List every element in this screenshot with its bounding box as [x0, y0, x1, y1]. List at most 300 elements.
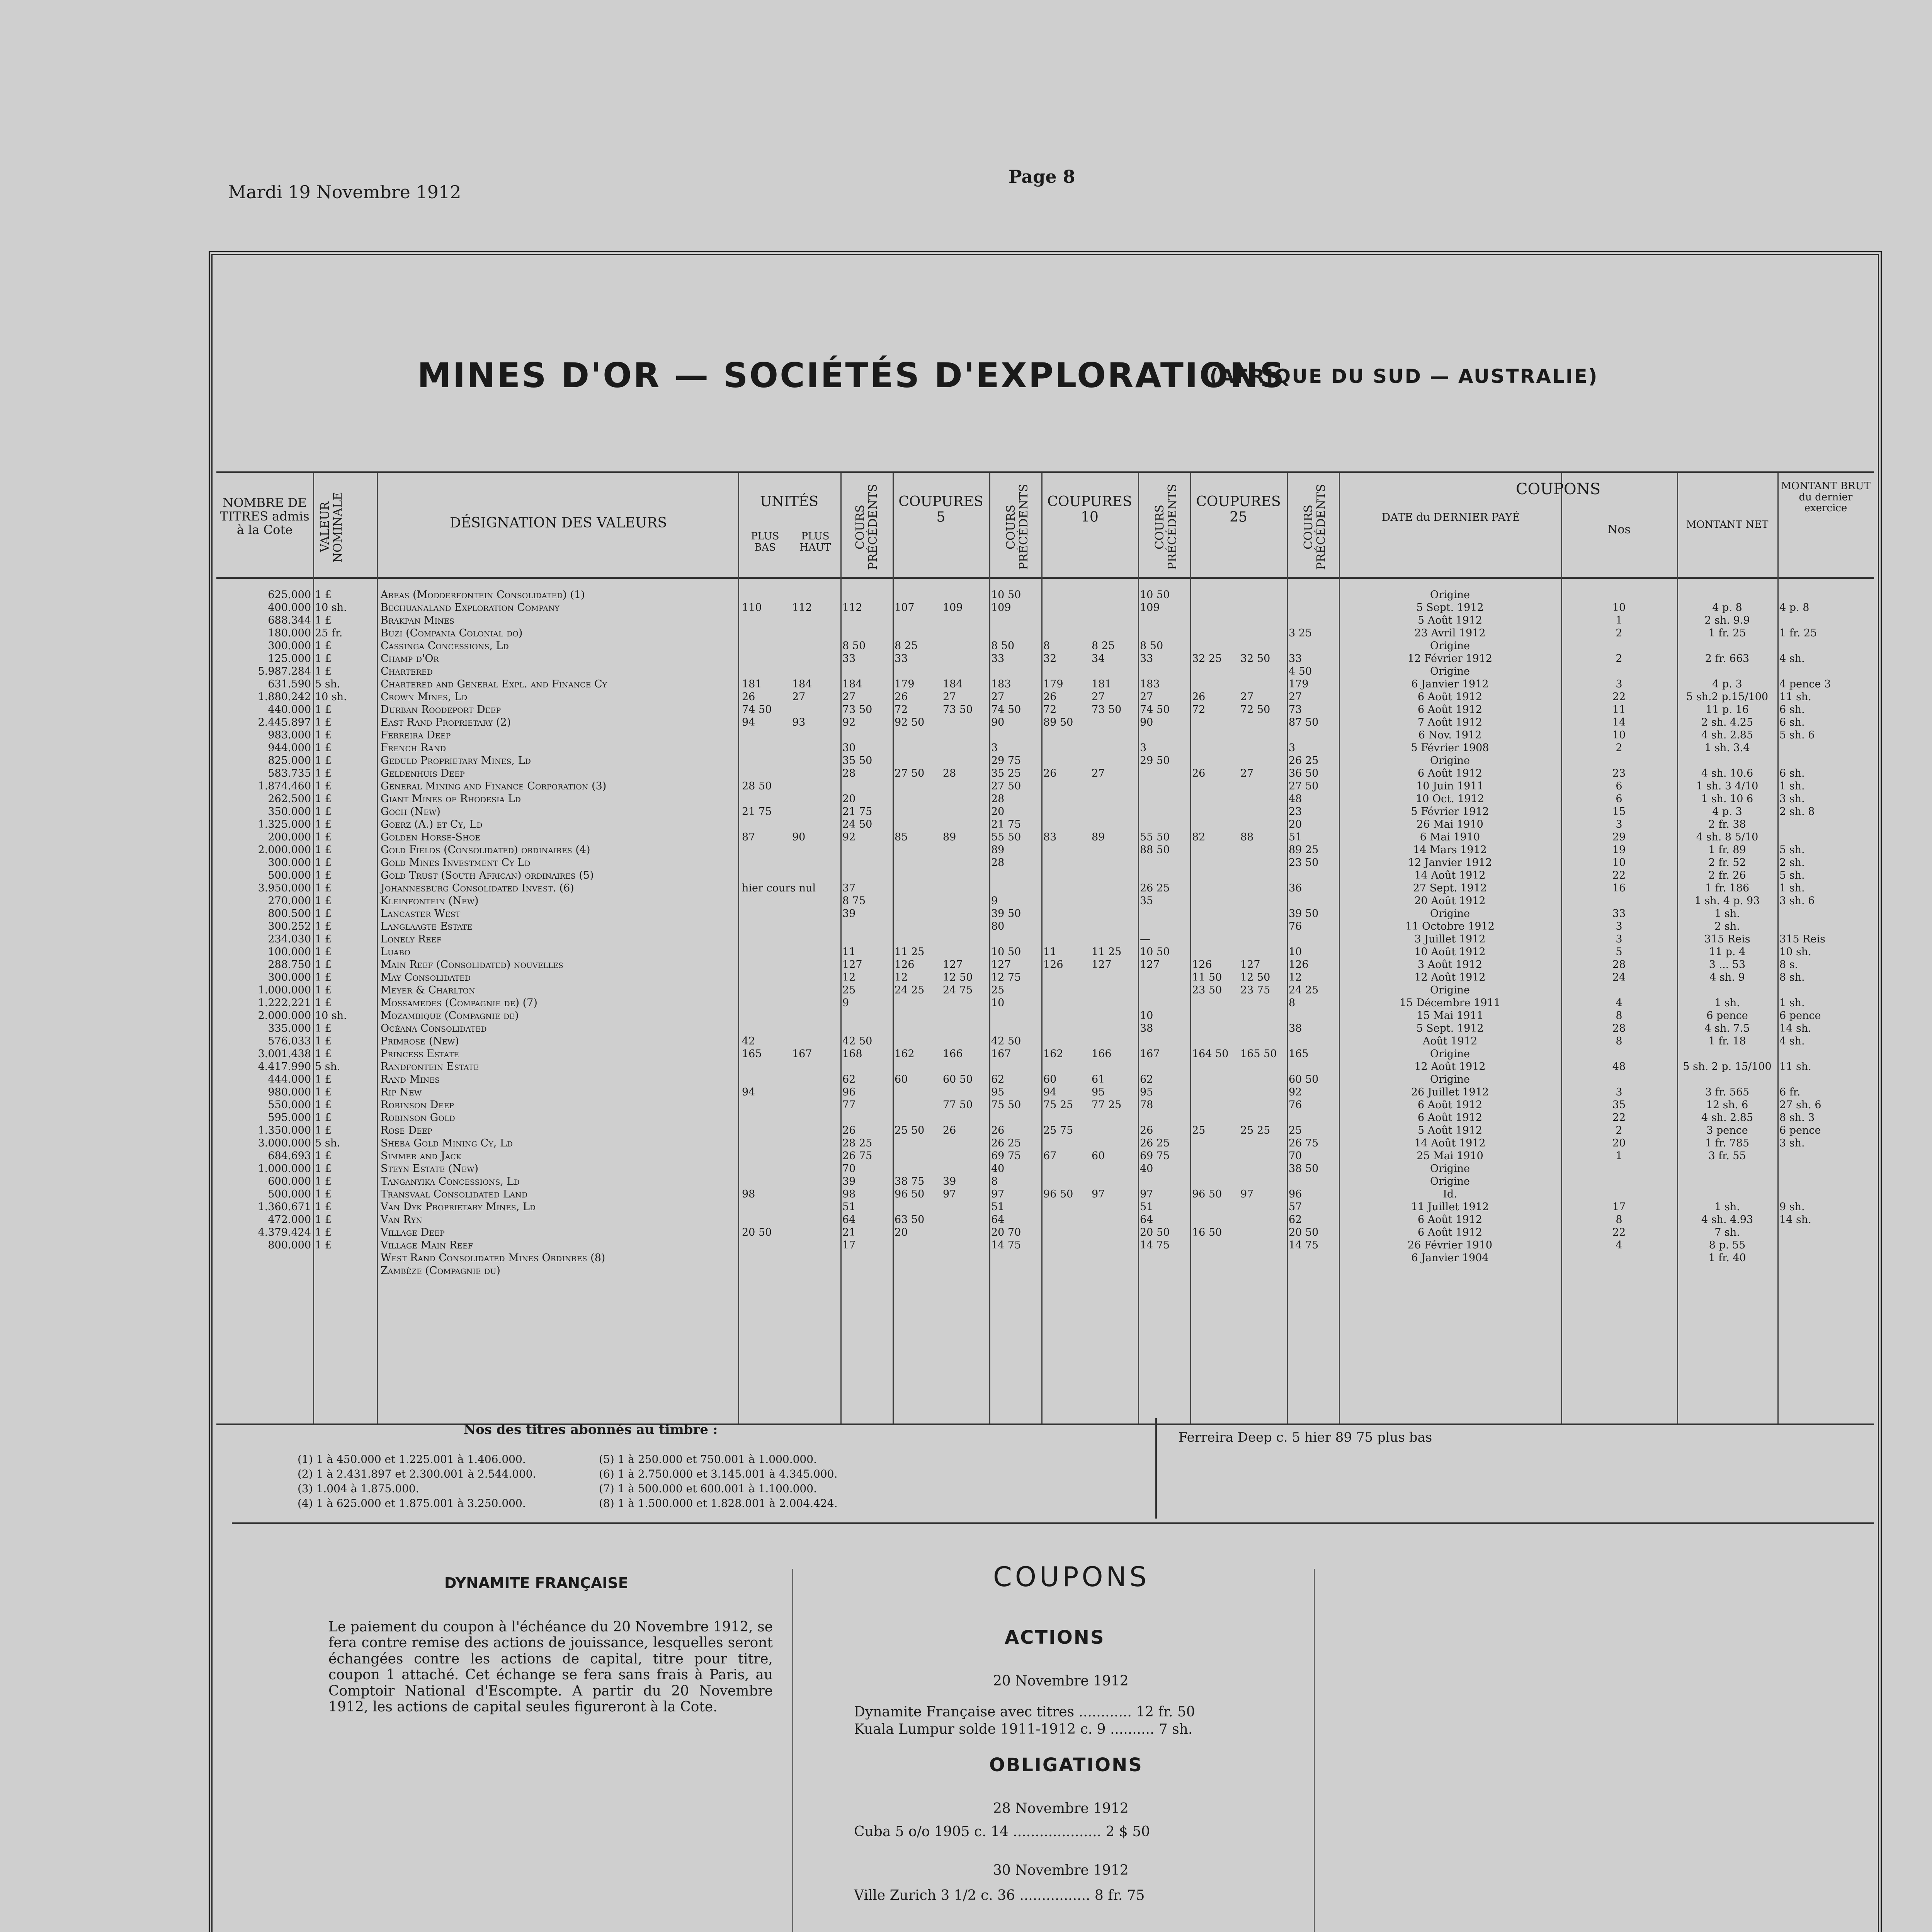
- head-cours-prec-4: COURS PRÉCÉDENTS: [1302, 484, 1328, 570]
- cell-c10-haut: 77 25: [1092, 1099, 1122, 1111]
- cell-cours-prec: 55 50: [1140, 831, 1170, 843]
- cell-coupon-no: 3: [1616, 1086, 1622, 1098]
- cell-valeur: 1 £: [315, 857, 332, 869]
- cell-valeur: 1 £: [315, 1226, 332, 1238]
- cell-cours-prec: 20: [1289, 818, 1302, 830]
- cell-designation: Johannesburg Consolidated Invest. (6): [381, 882, 574, 894]
- cell-nombre: 983.000: [268, 729, 311, 741]
- cell-cours-prec: 109: [1140, 602, 1160, 614]
- cell-cours-prec: 26 25: [1289, 755, 1319, 767]
- cell-montant-net: 1 sh. 10 6: [1701, 793, 1753, 805]
- cell-coupon-date: 6 Mai 1910: [1420, 831, 1480, 843]
- cell-montant-net: 4 sh. 2.85: [1701, 1112, 1753, 1124]
- cell-cours-prec: 179: [1289, 678, 1309, 690]
- cell-designation: Crown Mines, Ld: [381, 691, 468, 703]
- cell-cours-prec: 27 50: [1289, 780, 1319, 792]
- cell-designation: Giant Mines of Rhodesia Ld: [381, 793, 521, 805]
- cell-cours-prec: 40: [1140, 1163, 1153, 1175]
- cell-coupon-date: 5 Février 1908: [1411, 742, 1489, 754]
- cell-coupon-date: Origine: [1430, 1175, 1470, 1187]
- cell-cours-prec: 8: [1289, 997, 1296, 1009]
- cell-coupon-date: 11 Juillet 1912: [1411, 1201, 1489, 1213]
- cell-cours-prec: 127: [991, 959, 1011, 971]
- cell-cours-prec: 9: [991, 895, 998, 907]
- cell-cours-prec: 33: [991, 653, 1005, 665]
- cell-cours-prec: 14 75: [991, 1239, 1021, 1251]
- cell-montant-net: 3 ... 53: [1709, 959, 1746, 971]
- cell-nombre: 800.000: [268, 1239, 311, 1251]
- cell-coupon-date: 6 Août 1912: [1417, 1099, 1483, 1111]
- cell-valeur: 1 £: [315, 806, 332, 818]
- cell-coupon-date: Origine: [1430, 1163, 1470, 1175]
- cell-coupon-no: 6: [1616, 793, 1622, 805]
- cell-valeur: 1 £: [315, 882, 332, 894]
- cell-valeur: 5 sh.: [315, 1137, 340, 1149]
- cell-valeur: 1 £: [315, 729, 332, 741]
- cell-cours-prec: 73: [1289, 704, 1302, 716]
- table-row: [216, 589, 1874, 602]
- cell-cours-prec: 78: [1140, 1099, 1153, 1111]
- cell-valeur: 1 £: [315, 614, 332, 626]
- cell-c5-bas: 72: [895, 704, 908, 716]
- cell-c10-bas: 11: [1043, 946, 1057, 958]
- cell-cours-prec: 26 25: [991, 1137, 1021, 1149]
- cell-designation: Luabo: [381, 946, 410, 958]
- cell-cours-prec: 33: [1289, 653, 1302, 665]
- cell-designation: Lancaster West: [381, 908, 461, 920]
- table-row: [216, 1265, 1874, 1277]
- cell-cours-prec: 127: [1140, 959, 1160, 971]
- cell-montant-brut: 10 sh.: [1779, 946, 1811, 958]
- cell-cours-prec: 60 50: [1289, 1073, 1319, 1085]
- cell-designation: May Consolidated: [381, 971, 471, 983]
- cell-montant-net: 3 fr. 55: [1708, 1150, 1746, 1162]
- cell-valeur: 10 sh.: [315, 602, 347, 614]
- cell-valeur: 5 sh.: [315, 1061, 340, 1073]
- cell-cours-prec: 27: [1140, 691, 1153, 703]
- cell-montant-net: 2 sh. 4.25: [1701, 716, 1753, 728]
- cell-designation: Rand Mines: [381, 1073, 440, 1085]
- cell-coupon-no: 3: [1616, 818, 1622, 830]
- cell-montant-brut: 6 sh.: [1779, 704, 1805, 716]
- cell-designation: Robinson Deep: [381, 1099, 454, 1111]
- cell-c5-bas: 179: [895, 678, 915, 690]
- cell-cours-prec: 62: [842, 1073, 856, 1085]
- cell-coupon-no: 16: [1612, 882, 1626, 894]
- cell-designation: Champ d'Or: [381, 653, 439, 665]
- cell-cours-prec: 26 25: [1140, 1137, 1170, 1149]
- cell-designation: Van Dyk Proprietary Mines, Ld: [381, 1201, 536, 1213]
- cell-montant-brut: 4 sh.: [1779, 653, 1805, 665]
- cell-coupon-date: 7 Août 1912: [1417, 716, 1483, 728]
- cell-cours-prec: 98: [842, 1188, 856, 1200]
- cell-c10-haut: 34: [1092, 653, 1105, 665]
- cell-designation: West Rand Consolidated Mines Ordinres (8): [381, 1252, 605, 1264]
- cell-cours-prec: 38: [1140, 1022, 1153, 1034]
- cell-coupon-no: 2: [1616, 1124, 1622, 1136]
- cell-coupon-no: 22: [1612, 691, 1626, 703]
- cell-montant-net: 315 Reis: [1704, 933, 1750, 945]
- cell-cours-prec: 80: [991, 920, 1005, 932]
- table-row: [216, 895, 1874, 908]
- cell-coupon-date: 14 Août 1912: [1414, 1137, 1486, 1149]
- cell-valeur: 1 £: [315, 1086, 332, 1098]
- cell-montant-net: 4 sh. 8 5/10: [1696, 831, 1759, 843]
- cell-coupon-no: 3: [1616, 933, 1622, 945]
- coupons-actions: ACTIONS: [1005, 1627, 1105, 1648]
- table-row: [216, 971, 1874, 984]
- cell-designation: Primrose (New): [381, 1035, 459, 1047]
- cell-coupon-no: 3: [1616, 678, 1622, 690]
- coupons-line: Cuba 5 o/o 1905 c. 14 .................... 2 $ 50: [854, 1824, 1150, 1840]
- timbre-line: (4) 1 à 625.000 et 1.875.001 à 3.250.000.: [298, 1497, 526, 1510]
- cell-montant-net: 1 sh.: [1714, 1201, 1740, 1213]
- table-row: [216, 818, 1874, 831]
- head-coupures-10: COUPURES 10: [1047, 494, 1132, 525]
- cell-cours-prec: 183: [1140, 678, 1160, 690]
- cell-unites-bas: 165: [742, 1048, 762, 1060]
- table-row: [216, 1239, 1874, 1252]
- cell-coupon-date: 6 Août 1912: [1417, 767, 1483, 779]
- table-row: [216, 1163, 1874, 1175]
- cell-c5-bas: 92 50: [895, 716, 925, 728]
- cell-cours-prec: 12: [1289, 971, 1302, 983]
- cell-cours-prec: 10: [991, 997, 1005, 1009]
- cell-nombre: 444.000: [268, 1073, 311, 1085]
- table-row: [216, 653, 1874, 665]
- cell-c5-bas: 63 50: [895, 1214, 925, 1226]
- cell-cours-prec: 29 75: [991, 755, 1021, 767]
- coupons-line: Ville Zurich 3 1/2 c. 36 ................ 8 fr. 75: [854, 1888, 1145, 1903]
- cell-cours-prec: 26: [1140, 1124, 1153, 1136]
- cell-cours-prec: 36 50: [1289, 767, 1319, 779]
- cell-nombre: 3.950.000: [258, 882, 311, 894]
- cell-coupon-date: 12 Février 1912: [1407, 653, 1493, 665]
- cell-unites-bas: 94: [742, 716, 755, 728]
- cell-valeur: 1 £: [315, 589, 332, 601]
- cell-valeur: 1 £: [315, 1112, 332, 1124]
- cell-montant-brut: 6 pence: [1779, 1124, 1821, 1136]
- cell-cours-prec: 29 50: [1140, 755, 1170, 767]
- cell-montant-brut: 14 sh.: [1779, 1022, 1811, 1034]
- cell-c25-haut: 25 25: [1240, 1124, 1270, 1136]
- cell-unites-bas: 20 50: [742, 1226, 772, 1238]
- cell-c10-bas: 89 50: [1043, 716, 1073, 728]
- cell-cours-prec: 95: [1140, 1086, 1153, 1098]
- cell-nombre: 200.000: [268, 831, 311, 843]
- cell-cours-prec: 30: [842, 742, 856, 754]
- cell-montant-brut: 5 sh.: [1779, 844, 1805, 856]
- cell-designation: Mossamedes (Compagnie de) (7): [381, 997, 537, 1009]
- cell-c10-haut: 95: [1092, 1086, 1105, 1098]
- cell-nombre: 500.000: [268, 869, 311, 881]
- cell-designation: Rose Deep: [381, 1124, 432, 1136]
- cell-cours-prec: 10 50: [1140, 946, 1170, 958]
- cell-cours-prec: —: [1140, 933, 1150, 945]
- cell-coupon-no: 28: [1612, 959, 1626, 971]
- cell-coupon-no: 33: [1612, 908, 1626, 920]
- cell-c5-haut: 89: [943, 831, 956, 843]
- cell-cours-prec: 97: [991, 1188, 1005, 1200]
- table-row: [216, 920, 1874, 933]
- cell-designation: Sheba Gold Mining Cy, Ld: [381, 1137, 513, 1149]
- cell-c5-bas: 38 75: [895, 1175, 925, 1187]
- cell-valeur: 1 £: [315, 844, 332, 856]
- cell-coupon-no: 2: [1616, 742, 1622, 754]
- cell-nombre: 980.000: [268, 1086, 311, 1098]
- cell-cours-prec: 51: [991, 1201, 1005, 1213]
- cell-coupon-no: 20: [1612, 1137, 1626, 1149]
- cell-valeur: 1 £: [315, 755, 332, 767]
- table-row: [216, 614, 1874, 627]
- cell-montant-net: 2 fr. 52: [1708, 857, 1746, 869]
- cell-nombre: 583.735: [268, 767, 311, 779]
- cell-nombre: 335.000: [268, 1022, 311, 1034]
- cell-c5-bas: 33: [895, 653, 908, 665]
- cell-c10-haut: 127: [1092, 959, 1112, 971]
- cell-cours-prec: 109: [991, 602, 1011, 614]
- timbre-line: (7) 1 à 500.000 et 600.001 à 1.100.000.: [599, 1482, 817, 1495]
- cell-montant-brut: 1 fr. 25: [1779, 627, 1817, 639]
- cell-cours-prec: 33: [842, 653, 856, 665]
- cell-cours-prec: 39 50: [1289, 908, 1319, 920]
- cell-designation: Main Reef (Consolidated) nouvelles: [381, 959, 563, 971]
- cell-montant-brut: 11 sh.: [1779, 1061, 1811, 1073]
- cell-c25-haut: 165 50: [1240, 1048, 1277, 1060]
- table-row: [216, 997, 1874, 1010]
- cell-unites-bas: 28 50: [742, 780, 772, 792]
- cell-unites-haut: 167: [792, 1048, 812, 1060]
- cell-montant-brut: 14 sh.: [1779, 1214, 1811, 1226]
- cell-cours-prec: 40: [991, 1163, 1005, 1175]
- head-plus-haut: PLUS HAUT: [799, 531, 831, 553]
- cell-cours-prec: 20 50: [1289, 1226, 1319, 1238]
- cell-montant-brut: 8 s.: [1779, 959, 1798, 971]
- cell-cours-prec: 10 50: [991, 589, 1021, 601]
- page-number: Page 8: [1009, 166, 1075, 187]
- cell-coupon-date: 27 Sept. 1912: [1413, 882, 1487, 894]
- cell-coupon-date: 10 Août 1912: [1414, 946, 1486, 958]
- cell-cours-prec: 51: [842, 1201, 856, 1213]
- cell-coupon-date: 5 Février 1912: [1411, 806, 1489, 818]
- cell-c10-bas: 67: [1043, 1150, 1057, 1162]
- cell-montant-brut: 5 sh.: [1779, 869, 1805, 881]
- cell-cours-prec: 26: [991, 1124, 1005, 1136]
- cell-nombre: 1.000.000: [258, 984, 311, 996]
- cell-coupon-date: 5 Août 1912: [1417, 614, 1483, 626]
- mines-title: MINES D'OR — SOCIÉTÉS D'EXPLORATIONS: [417, 355, 1286, 395]
- table-row: [216, 959, 1874, 971]
- cell-valeur: 1 £: [315, 1048, 332, 1060]
- cell-montant-brut: 6 sh.: [1779, 767, 1805, 779]
- cell-c10-bas: 162: [1043, 1048, 1063, 1060]
- cell-nombre: 1.222.221: [258, 997, 311, 1009]
- timbre-notes: [232, 1422, 1159, 1522]
- cell-valeur: 1 £: [315, 933, 332, 945]
- cell-c5-haut: 39: [943, 1175, 956, 1187]
- cell-designation: Rip New: [381, 1086, 422, 1098]
- cell-coupon-date: 6 Août 1912: [1417, 1112, 1483, 1124]
- cell-montant-brut: 5 sh. 6: [1779, 729, 1815, 741]
- cell-montant-net: 1 fr. 40: [1708, 1252, 1746, 1264]
- cell-c25-haut: 127: [1240, 959, 1260, 971]
- cell-cours-prec: 112: [842, 602, 862, 614]
- cell-coupon-no: 6: [1616, 780, 1622, 792]
- cell-designation: Kleinfontein (New): [381, 895, 479, 907]
- coupons-title: COUPONS: [993, 1561, 1150, 1593]
- cell-designation: Bechuanaland Exploration Company: [381, 602, 560, 614]
- cell-nombre: 270.000: [268, 895, 311, 907]
- cell-valeur: 1 £: [315, 1175, 332, 1187]
- cell-c5-bas: 60: [895, 1073, 908, 1085]
- cell-cours-prec: 64: [842, 1214, 856, 1226]
- cell-designation: French Rand: [381, 742, 446, 754]
- cell-coupon-no: 3: [1616, 920, 1622, 932]
- cell-valeur: 1 £: [315, 665, 332, 677]
- cell-coupon-no: 14: [1612, 716, 1626, 728]
- cell-nombre: 300.000: [268, 640, 311, 652]
- cell-designation: Chartered: [381, 665, 433, 677]
- timbre-divider: [1155, 1418, 1157, 1519]
- cell-montant-net: 2 fr. 38: [1708, 818, 1746, 830]
- cell-cours-prec: 4 50: [1289, 665, 1312, 677]
- cell-montant-net: 5 sh. 2 p. 15/100: [1683, 1061, 1772, 1073]
- table-row: [216, 933, 1874, 946]
- table-row: [216, 946, 1874, 959]
- mines-subtitle: (AFRIQUE DU SUD — AUSTRALIE): [1209, 365, 1599, 388]
- cell-cours-prec: 3 25: [1289, 627, 1312, 639]
- cell-cours-prec: 183: [991, 678, 1011, 690]
- cell-coupon-date: 14 Mars 1912: [1413, 844, 1487, 856]
- cell-montant-net: 4 p. 3: [1712, 806, 1742, 818]
- cell-montant-brut: 3 sh.: [1779, 793, 1805, 805]
- cell-montant-net: 5 sh.2 p.15/100: [1686, 691, 1769, 703]
- cell-cours-prec: 37: [842, 882, 856, 894]
- cell-designation: Steyn Estate (New): [381, 1163, 479, 1175]
- cell-nombre: 4.417.990: [258, 1061, 311, 1073]
- cell-designation: Gold Trust (South African) ordinaires (5): [381, 869, 594, 881]
- cell-cours-prec: 42 50: [991, 1035, 1021, 1047]
- cell-nombre: 1.325.000: [258, 818, 311, 830]
- cell-cours-prec: 10: [1289, 946, 1302, 958]
- cell-valeur: 10 sh.: [315, 691, 347, 703]
- cell-montant-net: 1 fr. 186: [1705, 882, 1750, 894]
- cell-montant-net: 1 sh. 3.4: [1704, 742, 1750, 754]
- cell-c10-bas: 126: [1043, 959, 1063, 971]
- cell-cours-prec: 8 75: [842, 895, 866, 907]
- cell-c5-bas: 12: [895, 971, 908, 983]
- cell-coupon-no: 8: [1616, 1010, 1622, 1022]
- cell-cours-prec: 12 75: [991, 971, 1021, 983]
- cell-nombre: 631.590: [268, 678, 311, 690]
- cell-montant-net: 1 sh. 3 4/10: [1696, 780, 1759, 792]
- cell-nombre: 500.000: [268, 1188, 311, 1200]
- cell-cours-prec: 95: [991, 1086, 1005, 1098]
- cell-coupon-no: 22: [1612, 1112, 1626, 1124]
- coupons-line: Dynamite Française avec titres ............ 12 fr. 50: [854, 1704, 1195, 1720]
- cell-coupon-date: 12 Août 1912: [1414, 1061, 1486, 1073]
- cell-designation: Village Main Reef: [381, 1239, 473, 1251]
- cell-cours-prec: 76: [1289, 920, 1302, 932]
- table-row: [216, 1188, 1874, 1201]
- cell-cours-prec: 168: [842, 1048, 862, 1060]
- cell-cours-prec: 35 50: [842, 755, 872, 767]
- cell-c25-bas: 164 50: [1192, 1048, 1229, 1060]
- cell-cours-prec: 89 25: [1289, 844, 1319, 856]
- cell-coupon-date: 3 Juillet 1912: [1414, 933, 1486, 945]
- cell-nombre: 1.880.242: [258, 691, 311, 703]
- cell-cours-prec: 26 75: [842, 1150, 872, 1162]
- cell-montant-net: 12 sh. 6: [1706, 1099, 1748, 1111]
- head-cours-prec-2: COURS PRÉCÉDENTS: [1004, 484, 1031, 570]
- cell-c5-haut: 73 50: [943, 704, 973, 716]
- cell-c25-bas: 32 25: [1192, 653, 1222, 665]
- head-montant-net: MONTANT NET: [1686, 519, 1769, 531]
- cell-designation: Cassinga Concessions, Ld: [381, 640, 509, 652]
- cell-valeur: 1 £: [315, 767, 332, 779]
- cell-valeur: 1 £: [315, 1239, 332, 1251]
- cell-montant-net: 2 sh. 9.9: [1704, 614, 1750, 626]
- head-plus-bas: PLUS BAS: [751, 531, 779, 553]
- cell-montant-net: 1 sh. 4 p. 93: [1694, 895, 1760, 907]
- table-row: [216, 678, 1874, 691]
- cell-valeur: 1 £: [315, 716, 332, 728]
- cell-valeur: 1 £: [315, 640, 332, 652]
- head-nombre: NOMBRE DE TITRES admis à la Cote: [220, 495, 310, 537]
- cell-cours-prec: 38 50: [1289, 1163, 1319, 1175]
- cell-cours-prec: 8 50: [842, 640, 866, 652]
- cell-montant-brut: 8 sh.: [1779, 971, 1805, 983]
- cell-designation: Geduld Proprietary Mines, Ld: [381, 755, 531, 767]
- cell-coupon-no: 19: [1612, 844, 1626, 856]
- cell-montant-net: 11 p. 16: [1706, 704, 1749, 716]
- cell-coupon-no: 4: [1616, 1239, 1622, 1251]
- cell-valeur: 10 sh.: [315, 1010, 347, 1022]
- timbre-line: (2) 1 à 2.431.897 et 2.300.001 à 2.544.000.: [298, 1468, 536, 1480]
- head-valeur: VALEUR NOMINALE: [318, 492, 345, 563]
- cell-designation: Areas (Modderfontein Consolidated) (1): [381, 589, 585, 601]
- cell-unites-bas: 26: [742, 691, 755, 703]
- cell-nombre: 350.000: [268, 806, 311, 818]
- cell-cours-prec: 28: [991, 793, 1005, 805]
- cell-coupon-date: 15 Décembre 1911: [1400, 997, 1500, 1009]
- cell-c10-haut: 60: [1092, 1150, 1105, 1162]
- cell-coupon-no: 2: [1616, 653, 1622, 665]
- cell-cours-prec: 70: [842, 1163, 856, 1175]
- cell-cours-prec: 90: [991, 716, 1005, 728]
- cell-nombre: 440.000: [268, 704, 311, 716]
- cell-montant-net: 1 fr. 18: [1708, 1035, 1746, 1047]
- cell-nombre: 3.001.438: [258, 1048, 311, 1060]
- cell-c10-haut: 89: [1092, 831, 1105, 843]
- cell-cours-prec: 96: [842, 1086, 856, 1098]
- cell-valeur: 1 £: [315, 908, 332, 920]
- cell-coupon-no: 8: [1616, 1035, 1622, 1047]
- cell-c25-bas: 126: [1192, 959, 1212, 971]
- cell-c10-haut: 61: [1092, 1073, 1105, 1085]
- cell-valeur: 1 £: [315, 1188, 332, 1200]
- timbre-line: (3) 1.004 à 1.875.000.: [298, 1482, 419, 1495]
- table-row: [216, 1048, 1874, 1061]
- cell-c5-bas: 20: [895, 1226, 908, 1238]
- cell-c10-bas: 72: [1043, 704, 1057, 716]
- cell-nombre: 180.000: [268, 627, 311, 639]
- cell-montant-net: 1 fr. 89: [1708, 844, 1746, 856]
- table-row: [216, 716, 1874, 729]
- cell-c5-bas: 162: [895, 1048, 915, 1060]
- cell-cours-prec: 8 50: [1140, 640, 1163, 652]
- ferreira-note: Ferreira Deep c. 5 hier 89 75 plus bas: [1179, 1430, 1432, 1445]
